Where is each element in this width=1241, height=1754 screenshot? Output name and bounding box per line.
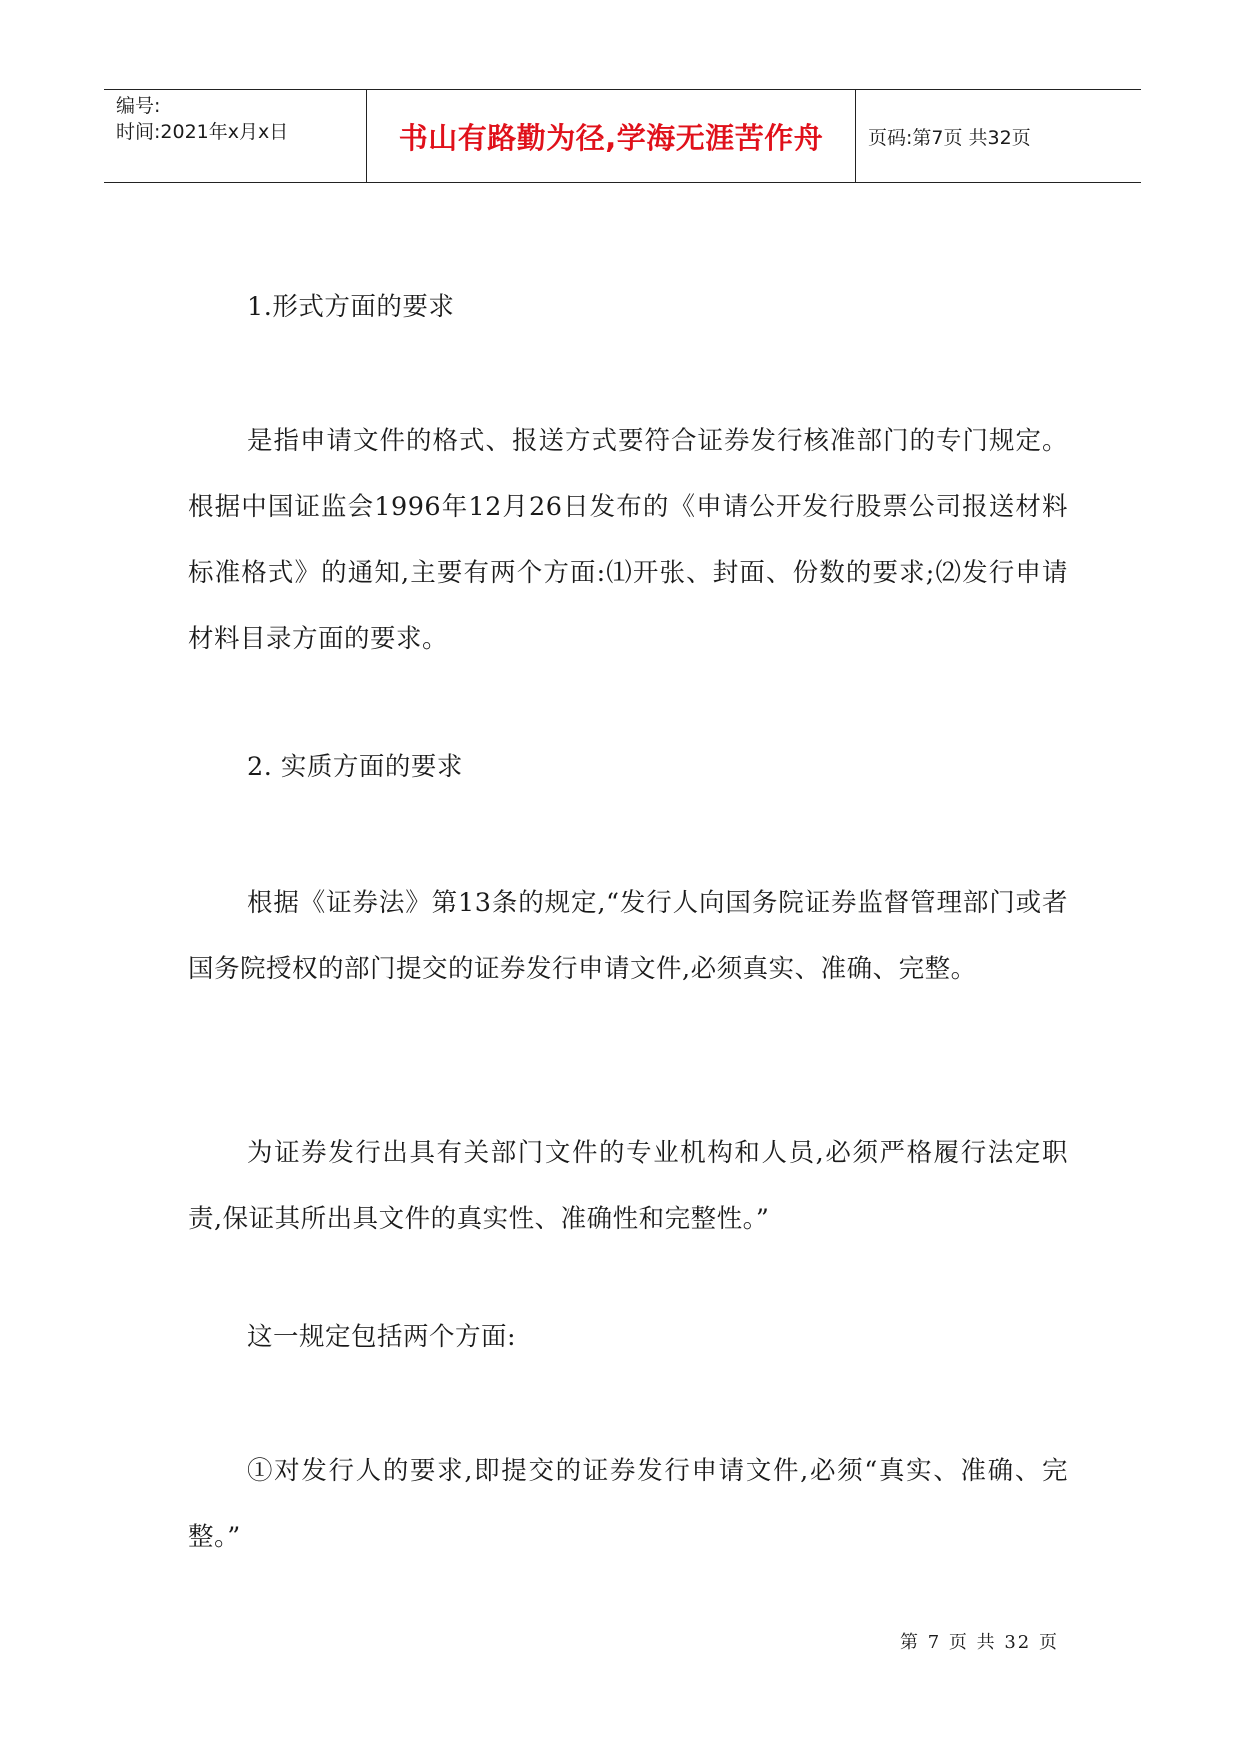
page-footer: 第 7 页 共 32 页 [900,1632,1059,1653]
header-motto: 书山有路勤为径,学海无涯苦作舟 [367,90,856,182]
paragraph-two-aspects: 这一规定包括两个方面: [247,1322,517,1352]
section-heading-form: 1.形式方面的要求 [247,292,455,322]
paragraph-professional-duty: 为证券发行出具有关部门文件的专业机构和人员,必须严格履行法定职责,保证其所出具文件的真实性、准确性和完整性。” [188,1138,1068,1234]
document-time-label: 时间:2021年x月x日 [116,121,289,143]
document-number-label: 编号: [116,95,161,117]
header-meta [104,90,367,182]
page-header [104,89,1141,183]
paragraph-securities-law: 根据《证券法》第13条的规定,“发行人向国务院证券监督管理部门或者国务院授权的部门提交的证券发行申请文件,必须真实、准确、完整。 [188,888,1068,984]
section-heading-substance: 2. 实质方面的要求 [247,752,463,782]
header-page-number: 页码:第7页 共32页 [868,126,1031,149]
paragraph-form-requirements: 是指申请文件的格式、报送方式要符合证券发行核准部门的专门规定。根据中国证监会1996年12月26日发布的《申请公开发行股票公司报送材料标准格式》的通知,主要有两个方面:⑴开张、封面、份数的要求;⑵发行申请材料目录方面的要求。 [188,426,1068,654]
paragraph-issuer-requirement: ①对发行人的要求,即提交的证券发行申请文件,必须“真实、准确、完整。” [188,1456,1068,1552]
